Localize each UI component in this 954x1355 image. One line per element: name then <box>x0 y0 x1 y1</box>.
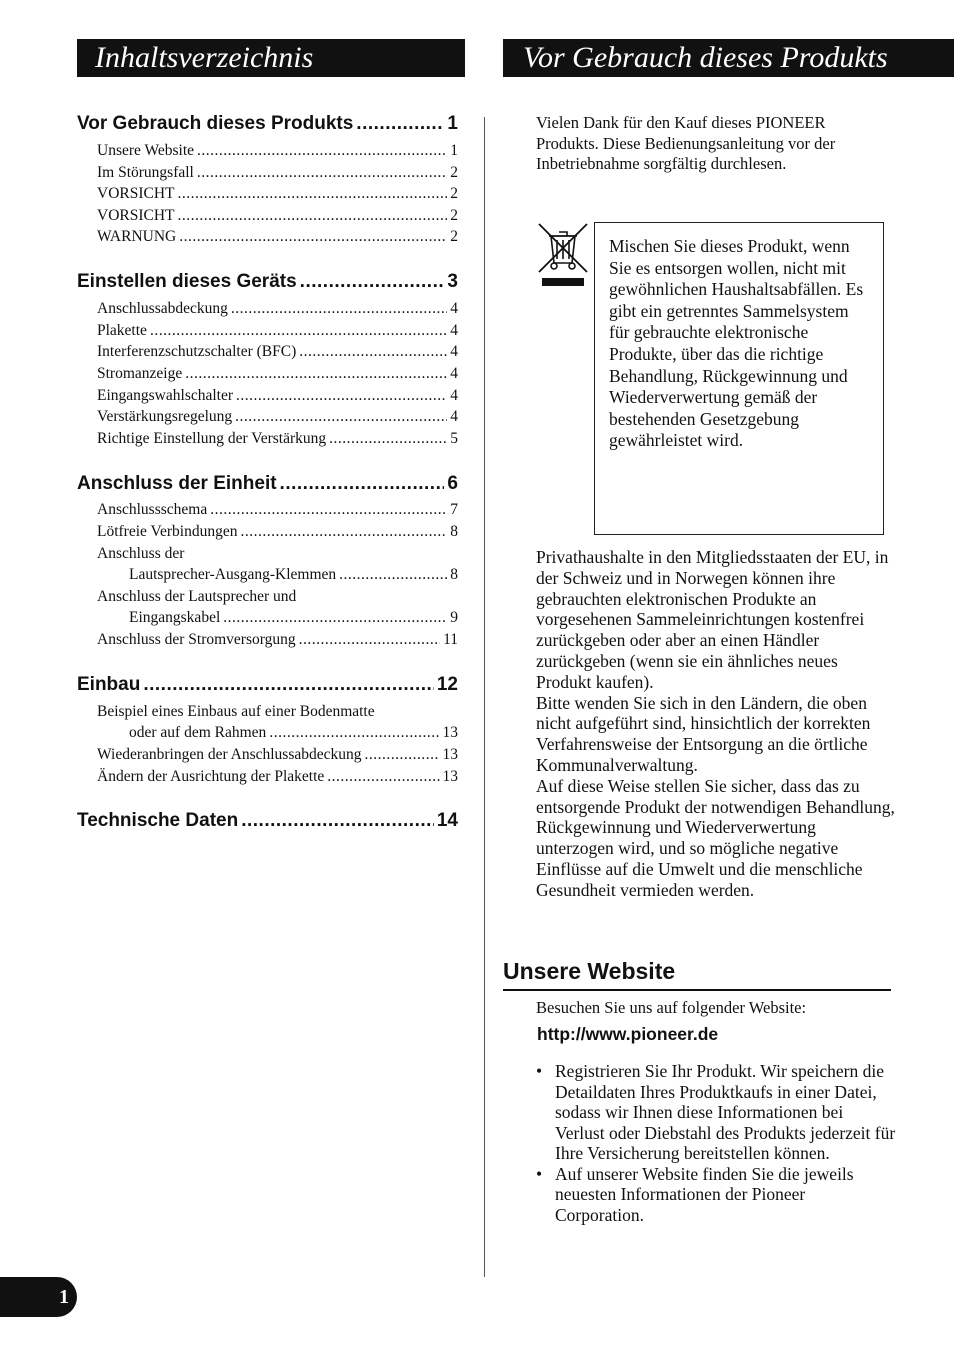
toc-heading[interactable]: Einstellen dieses Geräts ..... 3 <box>77 271 458 293</box>
disposal-text <box>536 547 896 901</box>
toc-item[interactable]: Anschlussschema ..... 7 <box>97 501 458 519</box>
toc-item[interactable]: Anschlussabdeckung ..... 4 <box>97 300 458 318</box>
toc-heading[interactable]: Einbau ..... 12 <box>77 674 458 696</box>
toc-item[interactable]: Im Störungsfall ..... 2 <box>97 164 458 182</box>
toc-item[interactable]: Wiederanbringen der Anschlussabdeckung ..... 13 <box>97 746 458 764</box>
toc-item-line[interactable]: Anschluss der Lautsprecher und <box>97 588 297 605</box>
toc-item[interactable]: VORSICHT ..... 2 <box>97 207 458 225</box>
weee-notice-text: Mischen Sie dieses Produkt, wenn Sie es entsorgen wollen, nicht mit gewöhnlichen Haushaltsabfällen. Es gibt ein getrenntes Sammelsystem für gebrauchte elektronische Produkte, über das die richtige Behandlung, Rückgewinnung und Wiederverwertung gemäß der bestehenden Gesetzgebung gewährleistet wird. <box>609 236 864 451</box>
toc-item[interactable]: VORSICHT ..... 2 <box>97 185 458 203</box>
disposal-paragraph: Privathaushalte in den Mitgliedsstaaten der EU, in der Schweiz und in Norwegen können ihre gebrauchten elektronischen Produkte an vorgesehenen Sammeleinrichtungen kostenfrei zurückgeben oder aber an einen Händler zurückgeben (wenn sie ein ähnliches neues Produkt kaufen). <box>536 547 889 692</box>
toc-heading[interactable]: Vor Gebrauch dieses Produkts ..... 1 <box>77 113 458 135</box>
toc-item[interactable]: Stromanzeige ..... 4 <box>97 365 458 383</box>
section-title-website: Unsere Website <box>503 957 891 991</box>
website-visit-text: Besuchen Sie uns auf folgender Website: <box>536 998 807 1017</box>
toc-item[interactable]: Interferenzschutzschalter (BFC) ..... 4 <box>97 343 458 361</box>
toc-heading[interactable]: Anschluss der Einheit ..... 6 <box>77 473 458 495</box>
toc-item[interactable]: Verstärkungsregelung ..... 4 <box>97 408 458 426</box>
toc-banner: Inhaltsverzeichnis <box>77 39 465 77</box>
toc-item[interactable]: oder auf dem Rahmen ..... 13 <box>129 724 458 742</box>
list-item: • Registrieren Sie Ihr Produkt. Wir speichern die Detaildaten Ihres Produktkaufs in einer Datei, sodass wir Ihnen diese Informationen bei Verlust oder Diebstahl des Produkts jederzeit für Ihre Versicherung bereitstellen können. <box>536 1061 896 1164</box>
toc-item[interactable]: Richtige Einstellung der Verstärkung ..... 5 <box>97 430 458 448</box>
disposal-paragraph: Auf diese Weise stellen Sie sicher, dass das zu entsorgende Produkt der notwendigen Behandlung, Rückgewinnung und Wiederverwertung unterzogen wird, und so mögliche negative Einflüsse auf die Umwelt und die menschliche Gesundheit vermieden werden. <box>536 775 895 900</box>
website-bullet-list <box>536 1061 896 1225</box>
toc-item[interactable]: Ändern der Ausrichtung der Plakette ..... 13 <box>97 768 458 786</box>
page-number: 1 <box>0 1277 77 1317</box>
toc-item[interactable]: Plakette ..... 4 <box>97 322 458 340</box>
toc-item[interactable]: Eingangskabel ..... 9 <box>129 609 458 627</box>
toc-item[interactable]: Lautsprecher-Ausgang-Klemmen ..... 8 <box>129 566 458 584</box>
intro-paragraph: Vielen Dank für den Kauf dieses PIONEER Produkts. Diese Bedienungsanleitung vor der Inbetriebnahme sorgfältig durchlesen. <box>536 113 836 173</box>
toc-item-line[interactable]: Beispiel eines Einbaus auf einer Bodenmatte <box>97 703 375 720</box>
toc-item[interactable]: WARNUNG ..... 2 <box>97 228 458 246</box>
toc-item[interactable]: Unsere Website ..... 1 <box>97 142 458 160</box>
toc-item[interactable]: Lötfreie Verbindungen ..... 8 <box>97 523 458 541</box>
crossed-out-wheelie-bin-icon <box>537 222 589 288</box>
toc-item[interactable]: Eingangswahlschalter ..... 4 <box>97 387 458 405</box>
section-banner: Vor Gebrauch dieses Produkts <box>503 39 954 77</box>
website-link[interactable]: http://www.pioneer.de <box>537 1024 719 1044</box>
column-divider <box>484 117 485 1277</box>
toc-item[interactable]: Anschluss der Stromversorgung ..... 11 <box>97 631 458 649</box>
toc-heading[interactable]: Technische Daten ..... 14 <box>77 810 458 832</box>
toc-item-line[interactable]: Anschluss der <box>97 545 185 562</box>
disposal-paragraph: Bitte wenden Sie sich in den Ländern, die oben nicht aufgeführt sind, hinsichtlich der korrekten Verfahrensweise der Entsorgung an die örtliche Kommunalverwaltung. <box>536 692 871 775</box>
list-item: • Auf unserer Website finden Sie die jeweils neuesten Informationen der Pioneer Corporation. <box>536 1164 896 1226</box>
